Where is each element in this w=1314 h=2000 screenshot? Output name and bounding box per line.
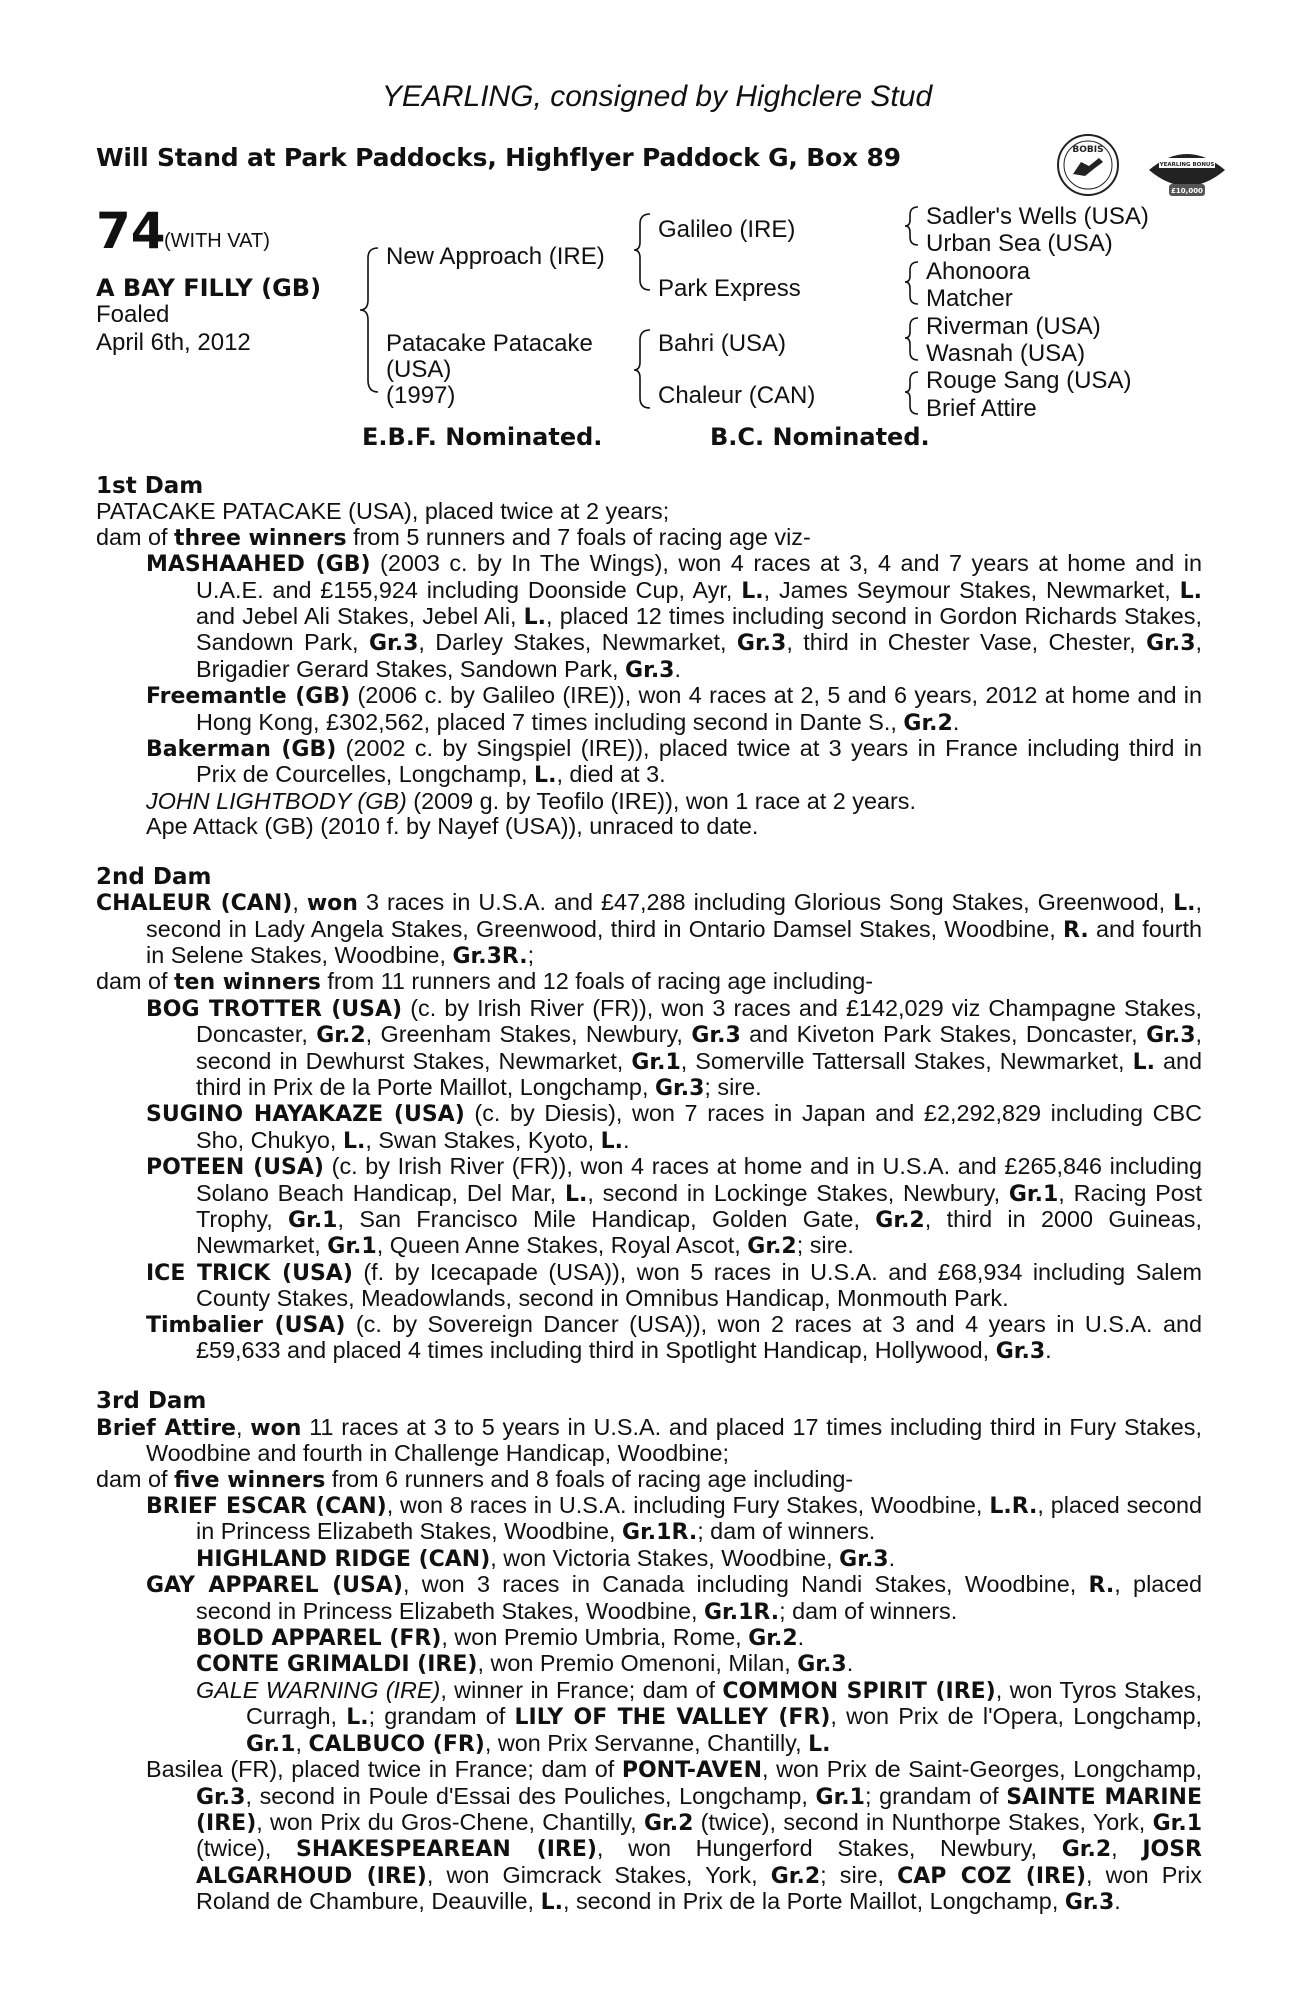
first-dam-heading: 1st Dam (96, 473, 204, 499)
bracket-gen3-c (905, 318, 918, 360)
produce-freemantle: Freemantle (GB) (2006 c. by Galileo (IRE)), won 4 races at 2, 5 and 6 years, 2012 at home and in Hong Kong, £302,562, placed 7 times including second in Dante S., Gr.2. (146, 682, 1202, 736)
second-dam-produce-summary: dam of ten winners from 11 runners and 12 foals of racing age including- (96, 968, 874, 996)
gen3-6: Wasnah (USA) (926, 340, 1086, 367)
produce-conte-grimaldi: CONTE GRIMALDI (IRE), won Premio Omenoni, Milan, Gr.3. (196, 1650, 854, 1678)
foaled-label: Foaled (96, 301, 170, 328)
badge-mid-label: YEARLING BONUS (1159, 162, 1215, 168)
dam-sire: Bahri (USA) (658, 330, 787, 357)
produce-ape-attack: Ape Attack (GB) (2010 f. by Nayef (USA)), unraced to date. (146, 813, 759, 840)
dam-line3: (1997) (386, 382, 456, 409)
produce-timbalier: Timbalier (USA) (c. by Sovereign Dancer (USA)), won 2 races at 3 and 4 years in U.S.A. and £59,633 and placed 4 times including third in Spotlight Handicap, Hollywood, Gr.3. (146, 1310, 1203, 1364)
second-dam-heading: 2nd Dam (96, 863, 212, 890)
gen3-5: Riverman (USA) (926, 313, 1101, 340)
produce-sugino-hayakaze: SUGINO HAYAKAZE (USA) (c. by Diesis), won 7 races in Japan and £2,292,829 including CBC Sho, Chukyo, L., Swan Stakes, Kyoto, L.. (146, 1100, 1202, 1154)
bracket-gen3-d (905, 372, 918, 414)
third-dam-produce-summary: dam of five winners from 6 runners and 8 foals of racing age including- (96, 1465, 854, 1493)
ebf-nominated: E.B.F. Nominated. (362, 423, 603, 451)
bracket-gen2-dam (634, 330, 650, 408)
gen3-7: Rouge Sang (USA) (926, 367, 1132, 394)
produce-mashaahed: MASHAAHED (GB) (2003 c. by In The Wings), won 4 races at 3, 4 and 7 years at home and in U.A.E. and £155,924 including Doonside Cup, Ayr, L., James Seymour Stakes, Newmarket, L. and Jebel Ali Stakes, Jebel Ali, L., placed 12 times including second in Gordon Richards Stakes, Sandown Park, Gr.3, Darley Stakes, Newmarket, Gr.3, third in Chester Vase, Chester, Gr.3, Brigadier Gerard Stakes, Sandown Park, Gr.3. (146, 550, 1203, 683)
gen3-8: Brief Attire (926, 395, 1037, 422)
gen3-3: Ahonoora (926, 258, 1031, 285)
produce-john-lightbody: JOHN LIGHTBODY (GB) (2009 g. by Teofilo (IRE)), won 1 race at 2 years. (146, 787, 916, 814)
dam-line1: Patacake Patacake (386, 330, 593, 357)
bracket-gen3-b (905, 262, 918, 304)
second-dam-section (96, 865, 1202, 1365)
bracket-gen3-a (905, 207, 918, 245)
badge-amount: £10,000 (1171, 187, 1203, 195)
page-title: YEARLING, consigned by Highclere Stud (381, 80, 933, 113)
horse-name: A BAY FILLY (GB) (96, 274, 322, 302)
produce-gay-apparel: GAY APPAREL (USA), won 3 races in Canada including Nandi Stakes, Woodbine, R., placed second in Princess Elizabeth Stakes, Woodbine, Gr.1R.; dam of winners. (146, 1571, 1202, 1625)
dam-line2: (USA) (386, 356, 452, 383)
produce-bog-trotter: BOG TROTTER (USA) (c. by Irish River (FR)), won 3 races and £142,029 viz Champagne Stakes, Doncaster, Gr.2, Greenham Stakes, Newbury, Gr.3 and Kiveton Park Stakes, Doncaster, Gr.3, second in Dewhurst Stakes, Newmarket, Gr.1, Somerville Tattersall Stakes, Newmarket, L. and third in Prix de la Porte Maillot, Longchamp, Gr.3; sire. (146, 994, 1203, 1101)
lot-number: 74 (96, 202, 166, 260)
produce-basilea: Basilea (FR), placed twice in France; dam of PONT-AVEN, won Prix de Saint-Georges, Longchamp, Gr.3, second in Poule d'Essai des Pouliches, Longchamp, Gr.1; grandam of SAINTE MARINE (IRE), won Prix du Gros-Chene, Chantilly, Gr.2 (twice), second in Nunthorpe Stakes, York, Gr.1 (twice), SHAKESPEAREAN (IRE), won Hungerford Stakes, Newbury, Gr.2, JOSR ALGARHOUD (IRE), won Gimcrack Stakes, York, Gr.2; sire, CAP COZ (IRE), won Prix Roland de Chambure, Deauville, L., second in Prix de la Porte Maillot, Longchamp, Gr.3. (146, 1756, 1202, 1916)
produce-poteen: POTEEN (USA) (c. by Irish River (FR)), won 4 races at home and in U.S.A. and £265,846 including Solano Beach Handicap, Del Mar, L., second in Lockinge Stakes, Newbury, Gr.1, Racing Post Trophy, Gr.1, San Francisco Mile Handicap, Golden Gate, Gr.2, third in 2000 Guineas, Newmarket, Gr.1, Queen Anne Stakes, Royal Ascot, Gr.2; sire. (146, 1153, 1203, 1260)
third-dam-heading: 3rd Dam (96, 1388, 207, 1415)
stand-location: Will Stand at Park Paddocks, Highflyer Paddock G, Box 89 (96, 143, 901, 172)
bobis-label: BOBIS (1072, 145, 1104, 155)
sire-dam: Park Express (658, 275, 801, 302)
badge-top-label: RACING POST (1165, 150, 1209, 156)
foaled-date: April 6th, 2012 (96, 329, 251, 356)
vat-note: (WITH VAT) (164, 230, 270, 252)
third-dam-section (96, 1389, 1202, 1915)
dam-dam: Chaleur (CAN) (658, 382, 816, 409)
bracket-gen2-sire (634, 214, 650, 290)
produce-brief-escar: BRIEF ESCAR (CAN), won 8 races in U.S.A. including Fury Stakes, Woodbine, L.R., placed second in Princess Elizabeth Stakes, Woodbine, Gr.1R.; dam of winners. (146, 1492, 1202, 1546)
sire: New Approach (IRE) (386, 243, 605, 270)
gen3-2: Urban Sea (USA) (926, 230, 1113, 257)
gen3-1: Sadler's Wells (USA) (926, 203, 1149, 230)
first-dam-line: PATACAKE PATACAKE (USA), placed twice at 2 years; (96, 498, 670, 525)
sire-sire: Galileo (IRE) (658, 216, 796, 243)
second-dam-chaleur: CHALEUR (CAN), won 3 races in U.S.A. and £47,288 including Glorious Song Stakes, Greenwood, L., second in Lady Angela Stakes, Greenwood, third in Ontario Damsel Stakes, Woodbine, R. and fourth in Selene Stakes, Woodbine, Gr.3R.; (96, 889, 1203, 969)
produce-highland-ridge: HIGHLAND RIDGE (CAN), won Victoria Stakes, Woodbine, Gr.3. (196, 1544, 896, 1572)
gen3-4: Matcher (926, 285, 1013, 312)
produce-ice-trick: ICE TRICK (USA) (f. by Icecapade (USA)), won 5 races in U.S.A. and £68,934 including Salem County Stakes, Meadowlands, second in Omnibus Handicap, Monmouth Park. (146, 1258, 1202, 1312)
produce-gale-warning: GALE WARNING (IRE), winner in France; dam of COMMON SPIRIT (IRE), won Tyros Stakes, Curragh, L.; grandam of LILY OF THE VALLEY (FR), won Prix de l'Opera, Longchamp, Gr.1, CALBUCO (FR), won Prix Servanne, Chantilly, L. (196, 1676, 1202, 1757)
bracket-gen1 (360, 248, 378, 392)
first-dam-section (96, 474, 1202, 840)
first-dam-produce-summary: dam of three winners from 5 runners and 7 foals of racing age viz- (96, 523, 811, 551)
produce-bakerman: Bakerman (GB) (2002 c. by Singspiel (IRE)), placed twice at 3 years in France including third in Prix de Courcelles, Longchamp, L., died at 3. (146, 735, 1202, 789)
bc-nominated: B.C. Nominated. (710, 423, 930, 451)
produce-bold-apparel: BOLD APPAREL (FR), won Premio Umbria, Rome, Gr.2. (196, 1624, 805, 1652)
catalogue-body (96, 474, 1202, 1916)
third-dam-brief-attire: Brief Attire, won 11 races at 3 to 5 years in U.S.A. and placed 17 times including third in Fury Stakes, Woodbine and fourth in Challenge Handicap, Woodbine; (96, 1413, 1202, 1467)
